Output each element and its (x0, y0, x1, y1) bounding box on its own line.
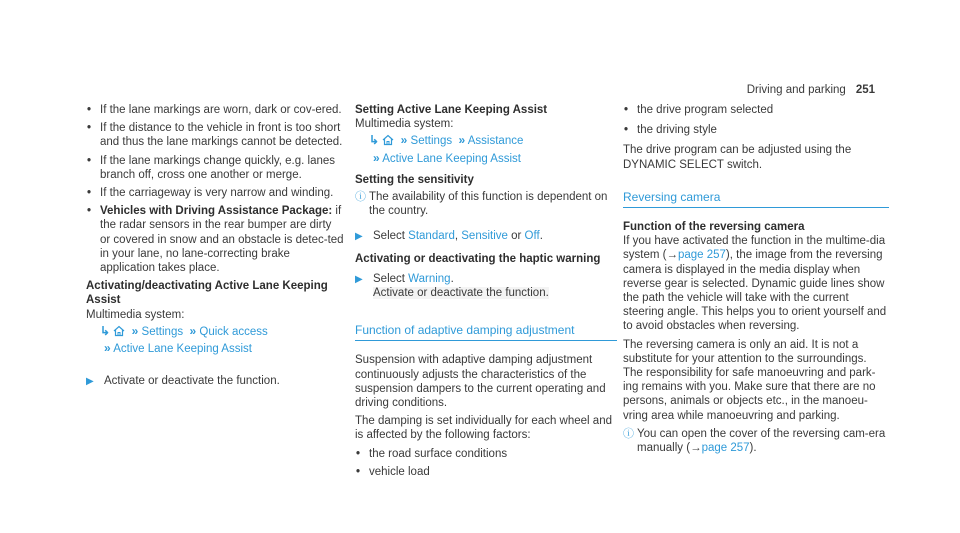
info-icon: ⓘ (623, 427, 634, 440)
option-warning[interactable]: Warning (408, 272, 451, 285)
page-ref-link[interactable]: page 257 (701, 442, 750, 455)
section-heading: Setting Active Lane Keeping Assist (355, 104, 548, 116)
info-icon: ⓘ (355, 191, 366, 204)
list-item: • If the lane markings are worn, dark or cov-ered. (86, 103, 344, 117)
list-item (86, 204, 344, 275)
step-arrow-icon: ▶ (355, 231, 363, 243)
list-item: • If the lane markings change quickly, e.g. lanes branch off, cross one another or merge. (86, 154, 344, 182)
chevron-double-icon: » (458, 133, 466, 148)
list-item: • vehicle load (355, 465, 617, 479)
chevron-double-icon: » (131, 323, 139, 338)
running-header (747, 83, 875, 97)
list-item: • If the distance to the vehicle in front is too short and thus the lane markings cannot be detected. (86, 121, 344, 149)
menu-item-assistance[interactable]: Assistance (467, 135, 524, 148)
paragraph: The reversing camera is only an aid. It is not a substitute for your attention to the surroundings. The responsibility for safe manoeuvring and park-ing remains with you. Make sure that there are no persons, animals or objects etc., in the manoeu-vring area while manoeuvring and parking. (623, 338, 876, 422)
info-note: ⓘ The availability of this function is dependent on the country. (355, 191, 608, 218)
section-heading: Activating/deactivating Active Lane Keeping Assist (86, 280, 328, 307)
option-sensitive[interactable]: Sensitive (461, 230, 508, 243)
factors-list (355, 447, 617, 479)
page-ref-link[interactable]: page 257 (677, 249, 726, 262)
enter-arrow-icon: ↳ (100, 323, 111, 338)
system-label: Multimedia system: (355, 118, 454, 131)
menu-path-cont (86, 341, 344, 356)
paragraph: The damping is set individually for each wheel and is affected by the following factors: (355, 415, 612, 442)
instruction-step: ▶ Activate or deactivate the function. (86, 374, 344, 388)
list-item: • the driving style (623, 123, 889, 137)
system-label: Multimedia system: (86, 308, 185, 321)
instruction-step: ▶ Select Standard, Sensitive or Off. (355, 229, 617, 243)
menu-item-quick-access[interactable]: Quick access (199, 325, 268, 338)
header-title: Driving and parking (746, 84, 846, 96)
instruction-step: ▶ Select Warning. Activate or deactivate the function. (355, 272, 549, 300)
paragraph: Suspension with adaptive damping adjustment continuously adjusts the characteristics of the suspension dampers to the current operating and driving conditions. (355, 354, 606, 410)
column-middle (355, 103, 617, 483)
option-off[interactable]: Off (524, 230, 540, 243)
list-item: • the drive program selected (623, 103, 889, 117)
chevron-double-icon: » (104, 341, 111, 356)
arrow-ref-icon: → (666, 249, 678, 262)
column-right (623, 103, 889, 458)
menu-path (86, 324, 344, 339)
limitations-list (86, 103, 344, 275)
arrow-ref-icon: → (690, 442, 702, 455)
enter-arrow-icon: ↳ (369, 133, 380, 148)
info-note: ⓘ You can open the cover of the reversing cam-era manually (→page 257). (623, 427, 886, 455)
step-arrow-icon: ▶ (86, 376, 94, 388)
list-item: • the road surface conditions (355, 447, 617, 461)
menu-item-settings[interactable]: Settings (141, 325, 184, 338)
section-title: Function of adaptive damping adjustment (355, 323, 617, 341)
chevron-double-icon: » (189, 323, 197, 338)
menu-path (355, 133, 617, 148)
section-title: Reversing camera (623, 190, 889, 208)
page-number: 251 (855, 84, 875, 96)
step-arrow-icon: ▶ (355, 273, 363, 285)
factors-list-cont (623, 103, 889, 137)
chevron-double-icon: » (400, 133, 408, 148)
list-item-bold: Vehicles with Driving Assistance Package: (100, 205, 333, 218)
chevron-double-icon: » (373, 150, 380, 165)
subheading-haptic: Activating or deactivating the haptic warning (355, 252, 601, 265)
subheading-reversing-camera: Function of the reversing camera (623, 221, 805, 234)
subheading-sensitivity: Setting the sensitivity (355, 173, 474, 186)
paragraph: If you have activated the function in the multime-dia system (→page 257), the image from the reversing camera is displayed in the media display when reverse gear is selected. Dynamic guide lines show the path the vehicle will take with the current steering angle. This helps you to orient yourself and to avoid obstacles when reversing. (623, 235, 887, 333)
list-item-text: if the radar sensors in the rear bumper are dirty or covered in snow and an obstacle is detec-ted in your lane, no lane-correcting brake application takes place. (100, 205, 344, 275)
menu-item-active-lane-keeping[interactable]: Active Lane Keeping Assist (113, 343, 252, 356)
menu-item-settings[interactable]: Settings (410, 135, 453, 148)
list-item: • If the carriageway is very narrow and winding. (86, 186, 344, 200)
paragraph: The drive program can be adjusted using the DYNAMIC SELECT switch. (623, 144, 852, 171)
home-icon (113, 325, 125, 337)
option-standard[interactable]: Standard (408, 230, 455, 243)
home-icon (382, 134, 394, 146)
column-left (86, 103, 344, 392)
menu-path-cont (355, 151, 617, 166)
menu-item-active-lane-keeping[interactable]: Active Lane Keeping Assist (382, 152, 521, 165)
